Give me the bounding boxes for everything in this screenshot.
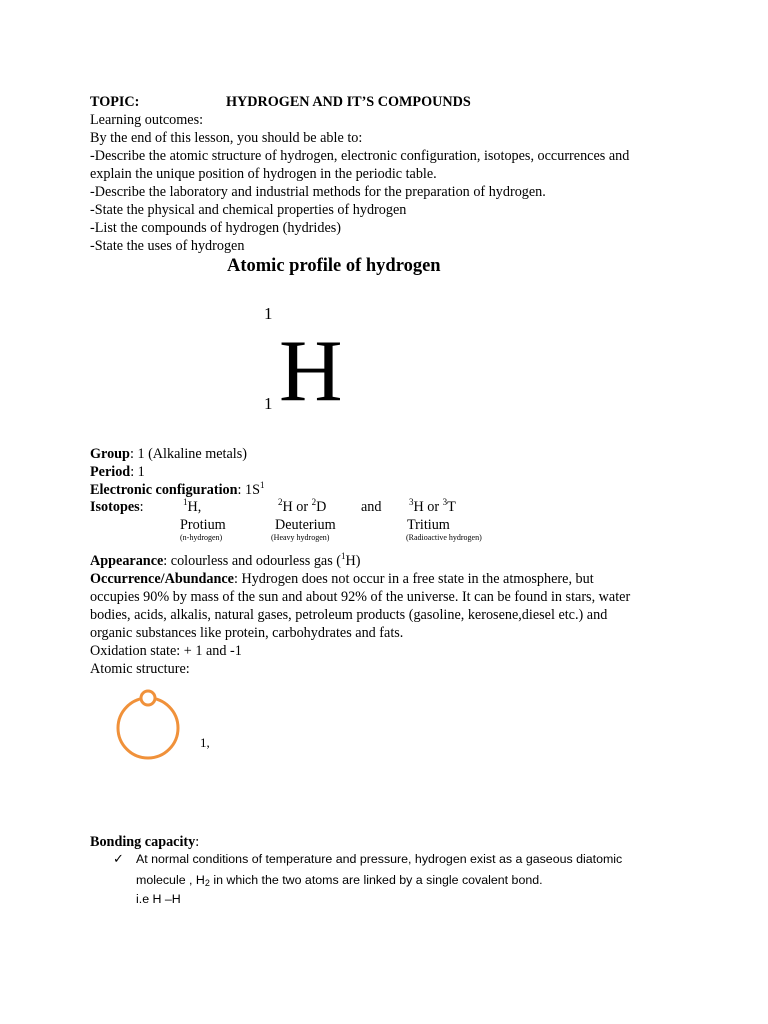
outcome-item: -State the physical and chemical properties of hydrogen [90,202,407,218]
occurrence-line-2: occupies 90% by mass of the sun and about 92% of the universe. It can be found in stars, water [90,589,631,605]
isotopes-label: Isotopes [90,499,140,515]
occurrence-label: Occurrence/Abundance [90,571,234,587]
atomic-structure-diagram [110,686,190,766]
bonding-line-3: i.e H –H [136,892,181,906]
mass-number: 1 [264,304,273,323]
outcome-item: explain the unique position of hydrogen in the periodic table. [90,166,437,182]
occurrence-line-4: organic substances like protein, carbohydrates and fats. [90,625,404,641]
group-label: Group [90,446,130,462]
structure-label: 1, [200,735,210,750]
isotope-protium-name: Protium [180,517,226,533]
outcome-item: -List the compounds of hydrogen (hydrides) [90,220,341,236]
topic-line [90,93,139,111]
config-line [90,481,265,499]
config-label: Electronic configuration [90,482,238,498]
isotope-tritium-symbol: $^3$H or $^3$T [409,497,456,515]
element-symbol: H [279,323,343,420]
bonding-line-1: At normal conditions of temperature and pressure, hydrogen exist as a gaseous diatomic [136,852,623,866]
config-value: : 1S [237,482,260,498]
oxidation-state: Oxidation state: + 1 and -1 [90,643,242,659]
outcome-item: -Describe the atomic structure of hydrogen, electronic configuration, isotopes, occurrences and [90,148,630,164]
appearance-label: Appearance [90,553,164,569]
outcome-item: -Describe the laboratory and industrial methods for the preparation of hydrogen. [90,184,546,200]
check-mark-icon: ✓ [113,851,124,866]
period-label: Period [90,464,131,480]
isotope-and: and [361,499,382,515]
bonding-label: Bonding capacity [90,834,196,850]
profile-heading: Atomic profile of hydrogen [227,256,441,276]
isotope-deuterium-name: Deuterium [275,517,336,533]
occurrence-line-1: Occurrence/Abundance: Hydrogen does not occur in a free state in the atmosphere, but [90,571,594,587]
electron [141,691,155,705]
atomic-structure-heading: Atomic structure: [90,661,190,677]
isotope-tritium-name: Tritium [407,517,450,533]
atomic-number: 1 [264,394,273,413]
group-value: : 1 (Alkaline metals) [129,446,247,462]
isotope-protium-note: (n-hydrogen) [180,533,223,542]
outcomes-heading: Learning outcomes: [90,112,204,128]
appearance-line: Appearance: colourless and odourless gas ($^1$H) [90,551,361,569]
isotopes-colon: : [139,499,144,515]
occurrence-line-3: bodies, acids, alkalis, natural gases, petroleum products (gasoline, kerosene,diesel etc.) and [90,607,608,623]
period-value: : 1 [130,464,145,480]
outcome-item: -State the uses of hydrogen [90,238,245,254]
topic-title: HYDROGEN AND IT’S COMPOUNDS [226,94,471,110]
outcomes-intro: By the end of this lesson, you should be able to: [90,130,363,146]
isotope-deuterium-symbol: $^2$H or $^2$D [278,497,327,515]
isotope-tritium-note: (Radioactive hydrogen) [406,533,482,542]
config-sup: 1 [260,480,265,490]
bonding-heading: Bonding capacity: [90,834,200,850]
isotopes-line [90,498,144,516]
group-line [90,445,247,463]
isotope-deuterium-note: (Heavy hydrogen) [271,533,330,542]
bonding-line-2: molecule , $H_2$ in which the two atoms are linked by a single covalent bond. [136,873,543,888]
topic-label: TOPIC: [90,94,140,110]
electron-shell [118,698,178,758]
isotope-protium-symbol: $^1$H, [183,497,202,515]
period-line [90,463,145,481]
